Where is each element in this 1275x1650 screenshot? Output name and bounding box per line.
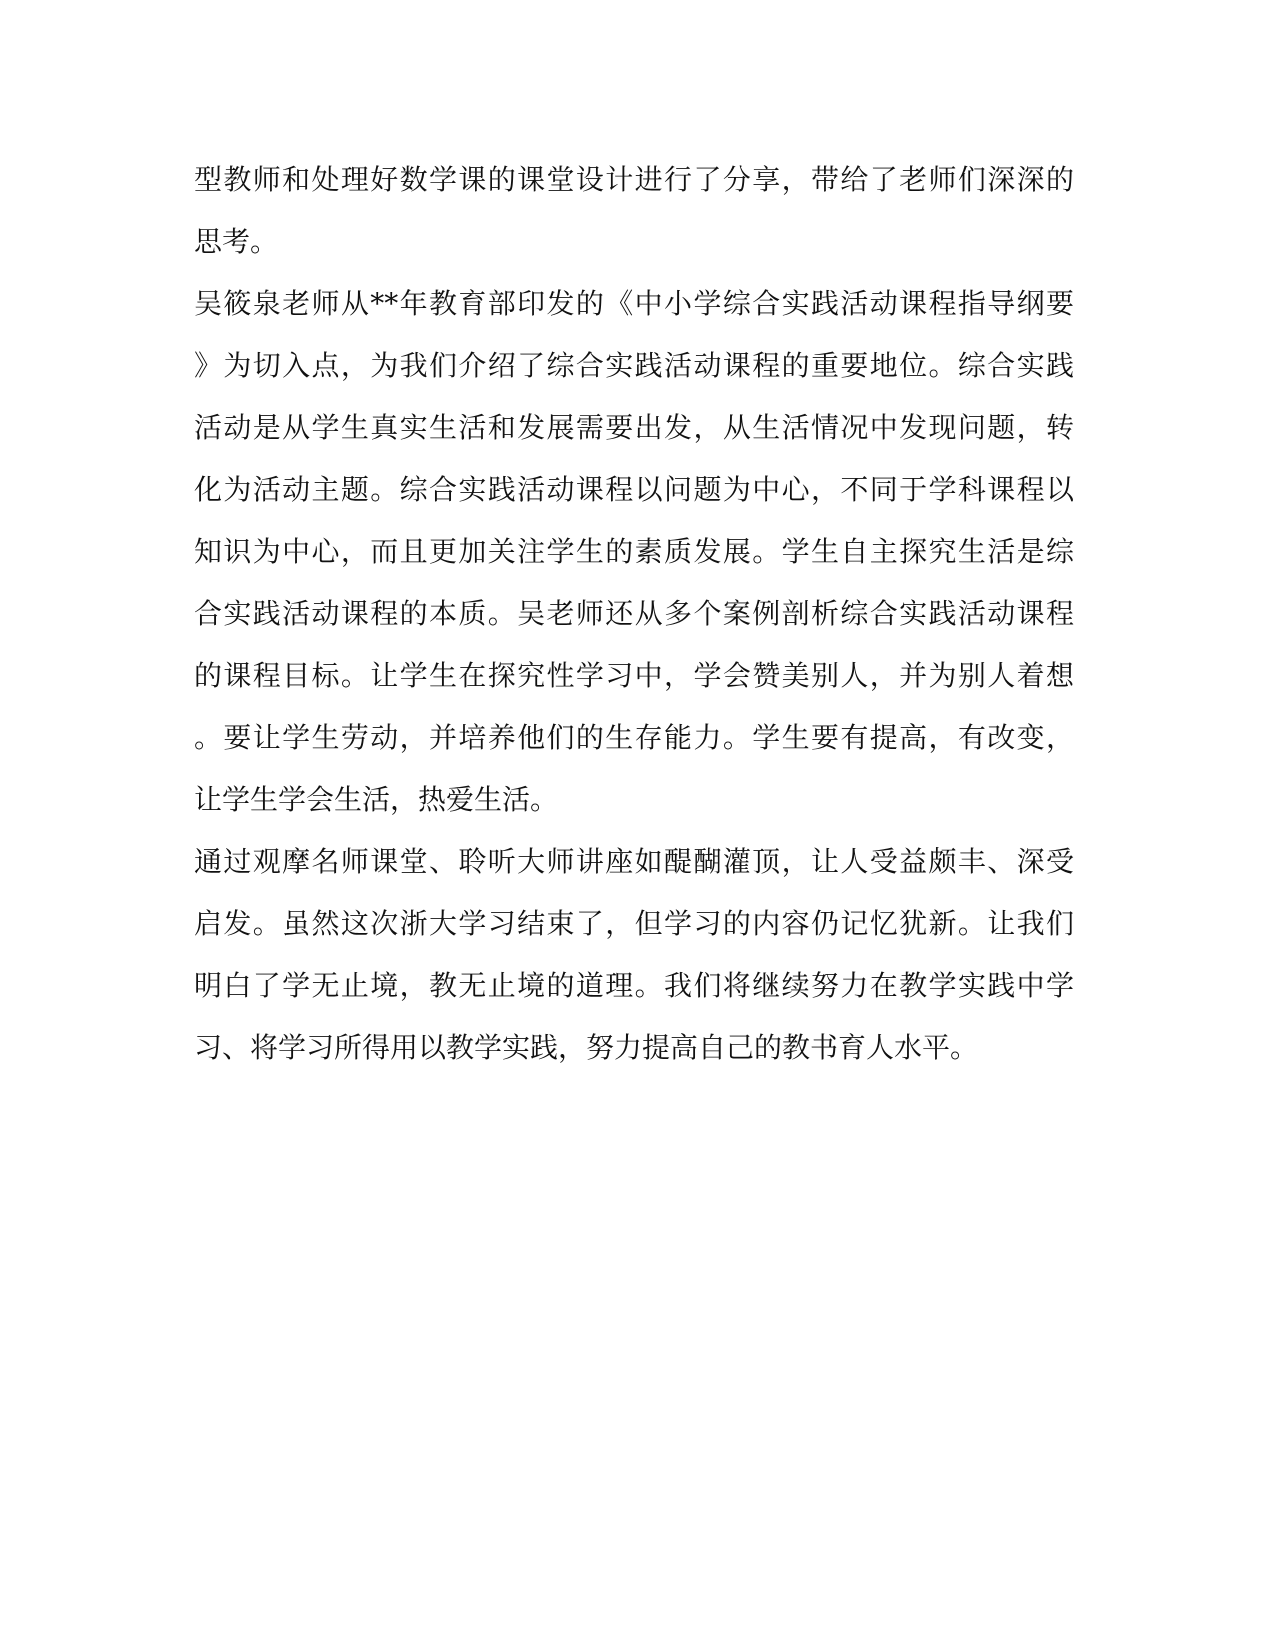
paragraph-line: 启发。虽然这次浙大学习结束了，但学习的内容仍记忆犹新。让我们 — [194, 907, 1074, 940]
paragraph-line: 吴筱泉老师从**年教育部印发的《中小学综合实践活动课程指导纲要 — [194, 287, 1074, 320]
paragraph-line: 的课程目标。让学生在探究性学习中，学会赞美别人，并为别人着想 — [194, 659, 1074, 692]
paragraph-line: 合实践活动课程的本质。吴老师还从多个案例剖析综合实践活动课程 — [194, 597, 1074, 630]
paragraph-line: 化为活动主题。综合实践活动课程以问题为中心，不同于学科课程以 — [194, 473, 1074, 506]
paragraph-line: 明白了学无止境，教无止境的道理。我们将继续努力在教学实践中学 — [194, 969, 1074, 1002]
paragraph-line: 思考。 — [194, 225, 279, 258]
paragraph-line: 让学生学会生活，热爱生活。 — [194, 783, 559, 816]
paragraph-line: 通过观摩名师课堂、聆听大师讲座如醍醐灌顶，让人受益颇丰、深受 — [194, 845, 1074, 878]
paragraph-line: 活动是从学生真实生活和发展需要出发，从生活情况中发现问题，转 — [194, 411, 1074, 444]
paragraph-line: 。要让学生劳动，并培养他们的生存能力。学生要有提高，有改变， — [194, 721, 1074, 754]
paragraph-line: 知识为中心，而且更加关注学生的素质发展。学生自主探究生活是综 — [194, 535, 1074, 568]
paragraph-line: 型教师和处理好数学课的课堂设计进行了分享，带给了老师们深深的 — [194, 163, 1074, 196]
paragraph-line: 习、将学习所得用以教学实践，努力提高自己的教书育人水平。 — [194, 1031, 979, 1064]
paragraph-line: 》为切入点，为我们介绍了综合实践活动课程的重要地位。综合实践 — [194, 349, 1074, 382]
